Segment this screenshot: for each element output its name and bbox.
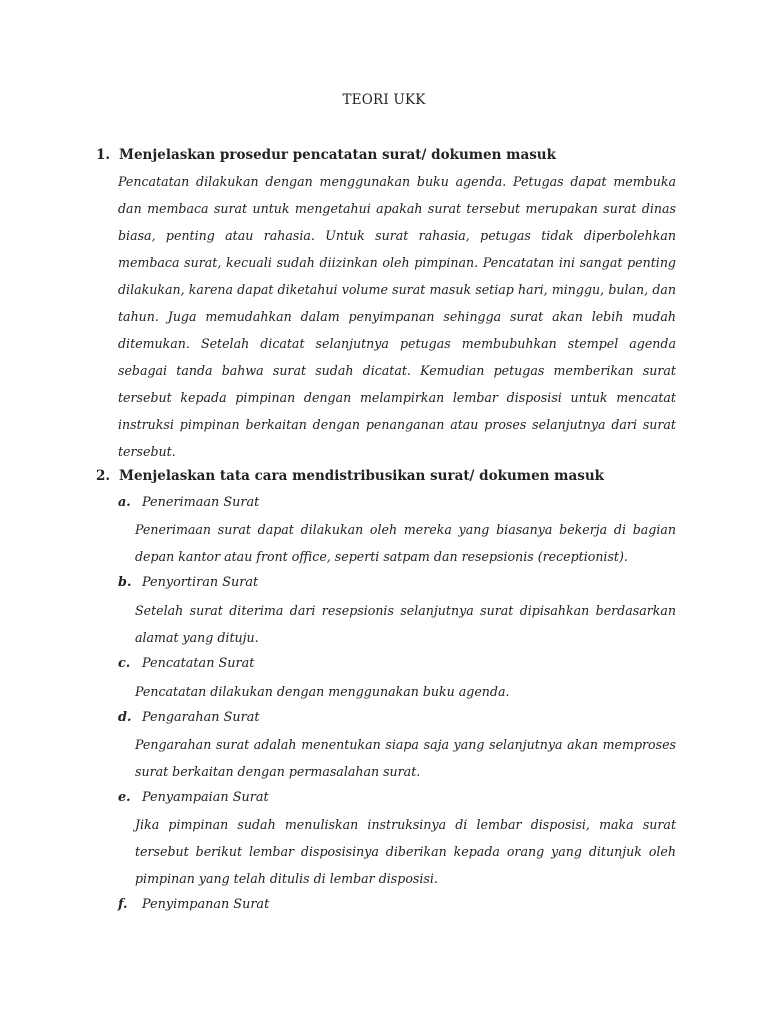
subsection-a-text: Penerimaan surat dapat dilakukan oleh mereka yang biasanya bekerja di bagian depan kantor atau front office, seperti satpam dan resepsionis (receptionist). bbox=[135, 522, 676, 564]
subsection-e-heading bbox=[118, 790, 269, 805]
subsection-d-letter: d. bbox=[118, 710, 132, 725]
subsection-e-text: Jika pimpinan sudah menuliskan instruksinya di lembar disposisi, maka surat tersebut berikut lembar disposisinya diberikan kepada orang yang ditunjuk oleh pimpinan yang telah ditulis di lembar disposisi. bbox=[135, 817, 676, 886]
subsection-b-text: Setelah surat diterima dari resepsionis selanjutnya surat dipisahkan berdasarkan alamat yang dituju. bbox=[135, 603, 676, 645]
subsection-d-label: Pengarahan Surat bbox=[142, 710, 260, 725]
subsection-d-heading bbox=[118, 710, 260, 725]
section-2-number: 2. bbox=[96, 468, 111, 484]
subsection-e-letter: e. bbox=[118, 790, 131, 805]
document-title: TEORI UKK bbox=[342, 92, 426, 108]
subsection-b-letter: b. bbox=[118, 575, 132, 590]
section-1-paragraph: Pencatatan dilakukan dengan menggunakan buku agenda. Petugas dapat membuka dan membaca surat untuk mengetahui apakah surat tersebut merupakan surat dinas biasa, penting atau rahasia. Untuk surat rahasia, petugas tidak diperbolehkan membaca surat, kecuali sudah diizinkan oleh pimpinan. Pencatatan ini sangat penting dilakukan, karena dapat diketahui volume surat masuk setiap hari, minggu, bulan, dan tahun. Juga memudahkan dalam penyimpanan sehingga surat akan lebih mudah ditemukan. Setelah dicatat selanjutnya petugas membubuhkan stempel agenda sebagai tanda bahwa surat sudah dicatat. Kemudian petugas memberikan surat tersebut kepada pimpinan dengan melampirkan lembar disposisi untuk mencatat instruksi pimpinan berkaitan dengan penanganan atau proses selanjutnya dari surat tersebut. bbox=[118, 174, 676, 459]
section-1-heading bbox=[96, 147, 556, 163]
subsection-c-text: Pencatatan dilakukan dengan menggunakan buku agenda. bbox=[135, 684, 510, 699]
subsection-b-label: Penyortiran Surat bbox=[142, 575, 259, 590]
subsection-c-letter: c. bbox=[118, 656, 131, 671]
subsection-d-text: Pengarahan surat adalah menentukan siapa saja yang selanjutnya akan memproses surat berkaitan dengan permasalahan surat. bbox=[135, 737, 676, 779]
section-2-heading bbox=[96, 468, 604, 484]
subsection-c-heading bbox=[118, 656, 254, 671]
section-1-title: Menjelaskan prosedur pencatatan surat/ dokumen masuk bbox=[119, 147, 556, 163]
section-2-title: Menjelaskan tata cara mendistribusikan surat/ dokumen masuk bbox=[119, 468, 604, 484]
subsection-c-label: Pencatatan Surat bbox=[142, 656, 255, 671]
subsection-b-heading bbox=[118, 575, 258, 590]
subsection-a-letter: a. bbox=[118, 495, 131, 510]
subsection-f-letter: f. bbox=[118, 897, 128, 912]
section-1-number: 1. bbox=[96, 147, 111, 163]
subsection-a-label: Penerimaan Surat bbox=[142, 495, 260, 510]
subsection-a-heading bbox=[118, 495, 259, 510]
subsection-f-label: Penyimpanan Surat bbox=[142, 897, 270, 912]
subsection-f-heading bbox=[118, 897, 269, 912]
subsection-e-label: Penyampaian Surat bbox=[142, 790, 269, 805]
